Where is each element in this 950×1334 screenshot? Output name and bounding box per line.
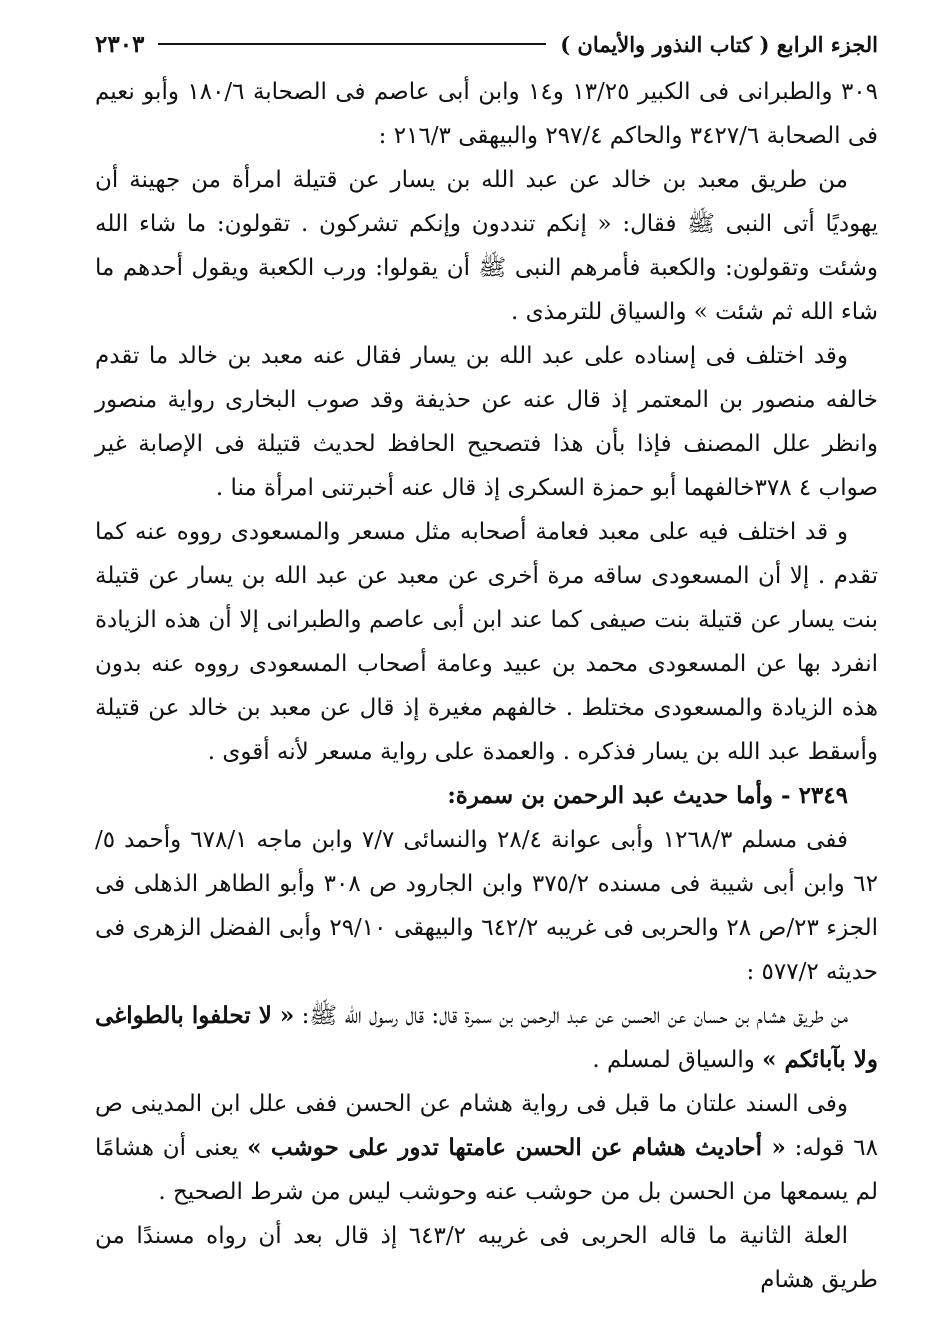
hadith-text: « لا تحلفوا بالطواغى ولا بآبائكم » [95, 1002, 878, 1073]
header-rule [158, 43, 546, 45]
paragraph-first-defect [95, 1082, 878, 1214]
hisham-chain: من طريق هشام بن حسان عن الحسن عن عبد الرحمن بن سمرة قال: قال رسول الله ﷺ: [294, 1003, 848, 1029]
paragraph-sources: ٣٠٩ والطبرانى فى الكبير ١٣/٢٥ و١٤ وابن أبى عاصم فى الصحابة ١٨٠/٦ وأبو نعيم فى الصحابة ٣٤٢٧/٦ والحاكم ٢٩٧/٤ والبيهقى ٢١٦/٣ : [95, 79, 879, 149]
page-header [95, 24, 878, 64]
paragraph-hadith-qutaylah: من طريق معبد بن خالد عن عبد الله بن يسار عن قتيلة امرأة من جهينة أن يهوديًا أتى النبى ﷺ فقال: « إنكم تنددون وإنكم تشركون . تقولون: ما شاء الله وشئت وتقولون: والكعبة فأمرهم النبى ﷺ أن يقولوا: ورب الكعبة ويقول أحدهم ما شاء الله ثم شئت » والسياق للترمذى . [95, 167, 878, 325]
section-heading: ٢٣٤٩ - وأما حديث عبد الرحمن بن سمرة: [447, 782, 848, 809]
first-defect-intro: وفى السند علتان ما قبل فى رواية هشام عن الحسن ففى علل ابن المدينى ص ٦٨ قوله: [95, 1091, 878, 1161]
paragraph-hisham-hadith [95, 994, 878, 1082]
hisham-context: والسياق لمسلم . [592, 1047, 763, 1073]
paragraph-muslim-sources: ففى مسلم ١٢٦٨/٣ وأبى عوانة ٢٨/٤ والنسائى ٧/٧ وابن ماجه ٦٧٨/١ وأحمد ٥/ ٦٢ وابن أبى شيبة فى مسنده ٣٧٥/٢ وابن الجارود ص ٣٠٨ وأبو الطاهر الذهلى فى الجزء ٢٣/ص ٢٨ والحربى فى غريبه ٦٤٢/٢ والبيهقى ٢٩/١٠ وأبى الفضل الزهرى فى حديثه ٥٧٧/٢ : [95, 827, 879, 985]
page-number: ٢٣٠٣ [95, 30, 145, 58]
paragraph-isnad-discussion: وقد اختلف فى إسناده على عبد الله بن يسار فقال عنه معبد بن خالد ما تقدم خالفه منصور بن المعتمر إذ قال عنه عن حذيفة وقد صوب البخارى رواية منصور وانظر علل المصنف فإذا بأن هذا فتصحيح الحافظ لحديث قتيلة فى الإصابة غير صواب ٤ ٣٧٨خالفهما أبو حمزة السكرى إذ قال عنه أخبرتنى امرأة منا . [95, 343, 878, 501]
paragraph-second-defect: العلة الثانية ما قاله الحربى فى غريبه ٦٤٣/٢ إذ قال بعد أن رواه مسندًا من طريق هشام [95, 1223, 878, 1293]
body-text [95, 70, 878, 1302]
running-title: الجزء الرابع ( كتاب النذور والأيمان ) [560, 31, 878, 57]
ibn-madini-quote: « أحاديث هشام عن الحسن عامتها تدور على حوشب » [247, 1134, 786, 1161]
paragraph-masudi-discussion: و قد اختلف فيه على معبد فعامة أصحابه مثل مسعر والمسعودى رووه عنه كما تقدم . إلا أن المسعودى ساقه مرة أخرى عن معبد عن عبد الله بن يسار عن قتيلة بنت يسار عن قتيلة بنت صيفى كما عند ابن أبى عاصم والطبرانى إلا أن هذه الزيادة انفرد بها عن المسعودى محمد بن عبيد وعامة أصحاب المسعودى رووه عنه بدون هذه الزيادة والمسعودى مختلط . خالفهم مغيرة إذ قال عن معبد بن خالد عن قتيلة وأسقط عبد الله بن يسار فذكره . والعمدة على رواية مسعر لأنه أقوى . [95, 519, 878, 765]
first-defect-explanation: يعنى أن هشامًا لم يسمعها من الحسن بل من حوشب عنه وحوشب ليس من شرط الصحيح . [95, 1135, 878, 1205]
